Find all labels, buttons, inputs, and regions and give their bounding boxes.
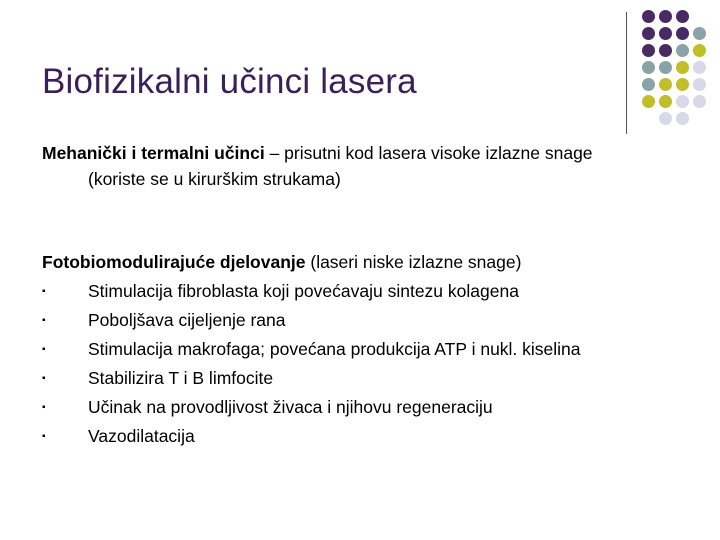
list-item-text: Učinak na provodljivost živaca i njihovu regeneraciju — [88, 397, 493, 417]
list-item-text: Stimulacija makrofaga; povećana produkcija ATP i nukl. kiselina — [88, 339, 581, 359]
list-item — [42, 335, 702, 364]
decor-dot — [659, 61, 672, 74]
list-item-text: Stimulacija fibroblasta koji povećavaju sintezu kolagena — [88, 281, 519, 301]
list-item-text: Stabilizira T i B limfocite — [88, 368, 274, 388]
bullet-icon: ▪ — [42, 286, 46, 297]
decor-dot — [676, 95, 689, 108]
bullet-icon: ▪ — [42, 402, 46, 413]
list-item — [42, 393, 702, 422]
decor-dot — [642, 61, 655, 74]
bullet-icon: ▪ — [42, 431, 46, 442]
decor-dot — [676, 44, 689, 57]
decor-dot — [693, 95, 706, 108]
decor-dot — [693, 27, 706, 40]
decorative-dot-grid — [640, 10, 720, 130]
slide-title: Biofizikalni učinci lasera — [42, 62, 417, 101]
decor-dot — [693, 61, 706, 74]
decor-dot — [659, 95, 672, 108]
decor-dot — [642, 27, 655, 40]
bullet-icon: ▪ — [42, 315, 46, 326]
decor-dot — [642, 95, 655, 108]
decor-dot — [693, 78, 706, 91]
list-item-text: Vazodilatacija — [88, 426, 195, 446]
paragraph-photobiomodulation — [42, 248, 702, 451]
paragraph-mechanical-thermal — [42, 140, 702, 192]
list-item — [42, 364, 702, 393]
paragraph-text: (laseri niske izlazne snage) — [305, 252, 522, 272]
decor-dot — [659, 27, 672, 40]
decor-dot — [676, 112, 689, 125]
bullet-icon: ▪ — [42, 344, 46, 355]
decor-dot — [642, 10, 655, 23]
list-item-text: Poboljšava cijeljenje rana — [88, 310, 286, 330]
paragraph-lead: Fotobiomodulirajuće djelovanje — [42, 252, 306, 272]
list-item — [42, 306, 702, 335]
decor-dot — [676, 78, 689, 91]
decor-dot — [659, 78, 672, 91]
decor-dot — [659, 112, 672, 125]
decor-dot — [642, 44, 655, 57]
paragraph-text: – prisutni kod lasera visoke izlazne snage — [264, 143, 593, 163]
decor-dot — [659, 10, 672, 23]
list-item — [42, 277, 702, 306]
decor-dot — [676, 10, 689, 23]
decor-dot — [659, 44, 672, 57]
decor-dot — [693, 44, 706, 57]
bullet-icon: ▪ — [42, 373, 46, 384]
paragraph-continuation: (koriste se u kirurškim strukama) — [88, 169, 341, 189]
paragraph-lead: Mehanički i termalni učinci — [42, 143, 265, 163]
decorative-divider — [626, 12, 627, 134]
decor-dot — [642, 78, 655, 91]
list-item — [42, 422, 702, 451]
paragraph-heading-line — [42, 248, 702, 277]
decor-dot — [676, 27, 689, 40]
decor-dot — [676, 61, 689, 74]
